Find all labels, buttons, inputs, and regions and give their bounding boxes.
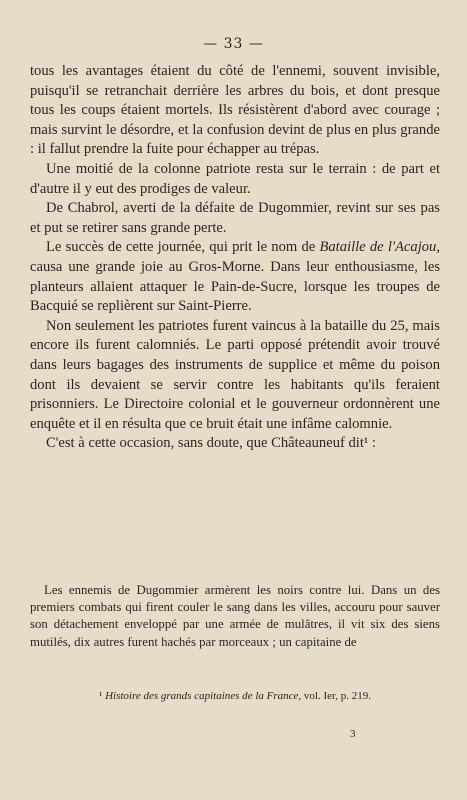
paragraph: Une moitié de la colonne patriote resta sur le terrain : de part et d'autre il y eut des prodiges de valeur. (30, 160, 440, 197)
text-segment: causa une grande joie au Gros-Morne. Dans leur enthousiasme, les planteurs allaient attaquer le Pain-de-Sucre, lorsque les troupes de Bacquié se replièrent sur Saint-Pierre. (30, 258, 440, 315)
paragraph: tous les avantages étaient du côté de l'ennemi, souvent invisible, puisqu'il se retranchait derrière les arbres du bois, et dont presque tous les coups étaient mortels. Ils résistèrent d'abord avec courage ; mais survint le désordre, et la confusion devint de plus en plus grande : il fallut prendre la fuite pour échapper au trépas. (30, 63, 440, 158)
quotation-text: Les ennemis de Dugommier armèrent les noirs contre lui. Dans un des premiers combats qui firent couler le sang dans les villes, accouru pour sauver son détachement enveloppé par une armée de mulâtres, il vit six des siens mutilés, dix autres furent hachés par morceaux ; un capitaine de (30, 583, 440, 649)
footnote-rest: vol. Ier, p. 219. (301, 690, 371, 702)
signature-mark: 3 (350, 728, 356, 740)
text-segment: Le succès de cette journée, qui prit le nom de (46, 239, 320, 256)
quotation (30, 582, 440, 651)
paragraph (30, 238, 440, 316)
page-number: — 33 — (203, 36, 264, 52)
paragraph: Non seulement les patriotes furent vaincus à la bataille du 25, mais encore ils furent calomniés. Le parti opposé prétendit avoir trouvé dans leurs bagages des instruments de supplice et même du poison dont ils devaient se servir contre les habitants qu'ils feraient prisonniers. Le Directoire colonial et le gouverneur ordonnèrent une enquête et il en résulta que ce bruit était une infâme calomnie. (30, 317, 440, 432)
paragraph: De Chabrol, averti de la défaite de Dugommier, revint sur ses pas et put se retirer sans grande perte. (30, 200, 440, 236)
battle-name: Bataille de l'Acajou, (319, 239, 441, 256)
paragraph: C'est à cette occasion, sans doute, que Châteauneuf dit¹ : (46, 435, 376, 452)
footnote-marker: ¹ (99, 690, 103, 702)
main-text (30, 62, 440, 454)
footnote (30, 690, 440, 702)
footnote-title: Histoire des grands capitaines de la France, (105, 690, 302, 702)
